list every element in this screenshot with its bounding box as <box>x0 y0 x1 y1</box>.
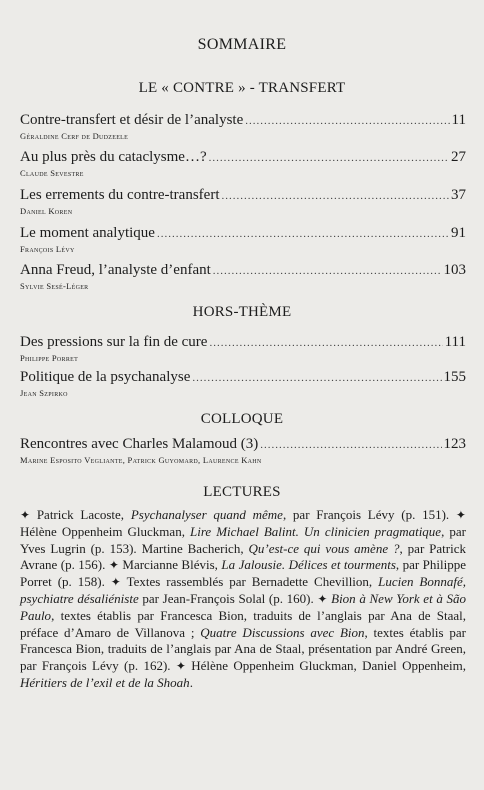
star-icon: ✦ <box>20 508 31 522</box>
toc-entry[interactable] <box>20 149 466 178</box>
entry-title: Le moment analytique <box>20 225 155 241</box>
review-text: Marcianne Blévis, <box>122 557 222 573</box>
review-book-title: Psychanalyser quand même <box>130 507 283 522</box>
entry-page: 37 <box>451 187 466 203</box>
review-book-title: Lire Michael Balint. Un clinicien pragmatique <box>189 523 442 539</box>
entry-author: Géraldine Cerf de Dudzeele <box>20 131 129 141</box>
section-heading-lectures: LECTURES <box>203 484 281 500</box>
entry-page: 91 <box>451 225 466 241</box>
star-icon: ✦ <box>455 508 466 522</box>
toc-entry[interactable] <box>20 436 466 465</box>
section-heading-colloque: COLLOQUE <box>200 411 284 427</box>
review-text: Patrick Lacoste, <box>36 507 131 522</box>
review-book-title: Quatre Discussions avec Bion <box>200 624 365 640</box>
entry-author: Daniel Koren <box>20 206 73 216</box>
section-heading-hors-theme: HORS-THÈME <box>192 304 292 320</box>
toc-entry[interactable] <box>20 225 466 254</box>
review-text: , par François Lévy (p. 151). <box>282 507 450 522</box>
review-book-title: Bion à New York et à São Paulo <box>20 590 467 623</box>
review-text: , par Yves Lugrin (p. 153). Martine Bacherich, <box>20 523 466 556</box>
entry-author: Jean Szpirko <box>20 388 68 398</box>
dot-leader <box>209 150 449 167</box>
review-book-title: Héritiers de l’exil et de la Shoah <box>20 674 190 690</box>
review-book-title: Qu’est-ce qui vous amène ? <box>248 540 400 556</box>
dot-leader <box>222 188 450 205</box>
entry-title: Des pressions sur la fin de cure <box>20 334 208 350</box>
entry-author: Sylvie Sesé-Léger <box>20 281 89 291</box>
dot-leader <box>209 335 442 352</box>
review-text: , textes établis par Francesca Bion, traduits de l’anglais par Ana de Staal, présentation par André Green, par François Lévy (p. 162). <box>20 624 466 674</box>
entry-author: Claude Sevestre <box>20 168 84 178</box>
star-icon: ✦ <box>175 659 186 674</box>
review-text: . <box>189 674 193 690</box>
dot-leader <box>245 113 449 130</box>
review-book-title: Lucien Bonnafé, psychiatre désaliéniste <box>20 574 467 606</box>
entry-title: Au plus près du cataclysme…? <box>20 149 207 165</box>
toc-entry[interactable] <box>20 112 466 141</box>
toc-entry[interactable] <box>20 334 466 363</box>
page-title: SOMMAIRE <box>197 36 287 53</box>
entry-page: 111 <box>444 334 466 350</box>
entry-title: Anna Freud, l’analyste d’enfant <box>20 262 211 278</box>
review-text: , par Philippe Porret (p. 158). <box>20 557 467 590</box>
entry-author: Marine Esposito Vegliante, Patrick Guyomard, Laurence Kahn <box>20 455 262 465</box>
entry-title: Les errements du contre-transfert <box>20 187 220 203</box>
entry-page: 103 <box>443 262 466 278</box>
entry-title: Rencontres avec Charles Malamoud (3) <box>20 436 259 452</box>
review-text: , textes établis par Francesca Bion, traduits de l’anglais par Ana de Staal, préface d’Amaro de Villanova ; <box>20 607 466 640</box>
entry-author: François Lévy <box>20 244 75 254</box>
dot-leader <box>213 263 442 280</box>
toc-entry[interactable] <box>20 262 466 291</box>
review-text: , par Patrick Avrane (p. 156). <box>20 540 466 573</box>
entry-page: 11 <box>451 112 466 128</box>
toc-entry[interactable] <box>20 369 466 398</box>
section-heading-contre-transfert: LE « CONTRE » - TRANSFERT <box>138 80 346 96</box>
toc-entry[interactable] <box>20 187 466 216</box>
review-book-title: La Jalousie. Délices et tourments <box>221 557 396 573</box>
review-text: par Jean-François Solal (p. 160). <box>138 590 314 606</box>
star-icon: ✦ <box>110 575 121 590</box>
entry-author: Philippe Porret <box>20 353 79 363</box>
entry-page: 123 <box>443 436 466 452</box>
dot-leader <box>157 226 449 243</box>
review-text: Textes rassemblés par Bernadette Chevillion, <box>126 574 379 590</box>
star-icon: ✦ <box>108 558 119 573</box>
entry-page: 27 <box>451 149 466 165</box>
dot-leader <box>192 370 441 387</box>
review-text: Hélène Oppenheim Gluckman, <box>20 523 190 539</box>
entry-page: 155 <box>443 369 466 385</box>
entry-title: Contre-transfert et désir de l’analyste <box>20 112 244 128</box>
review-text: Hélène Oppenheim Gluckman, Daniel Oppenheim, <box>191 658 466 674</box>
dot-leader <box>260 437 441 454</box>
star-icon: ✦ <box>317 591 328 606</box>
lectures-list <box>20 507 466 692</box>
entry-title: Politique de la psychanalyse <box>20 369 191 385</box>
